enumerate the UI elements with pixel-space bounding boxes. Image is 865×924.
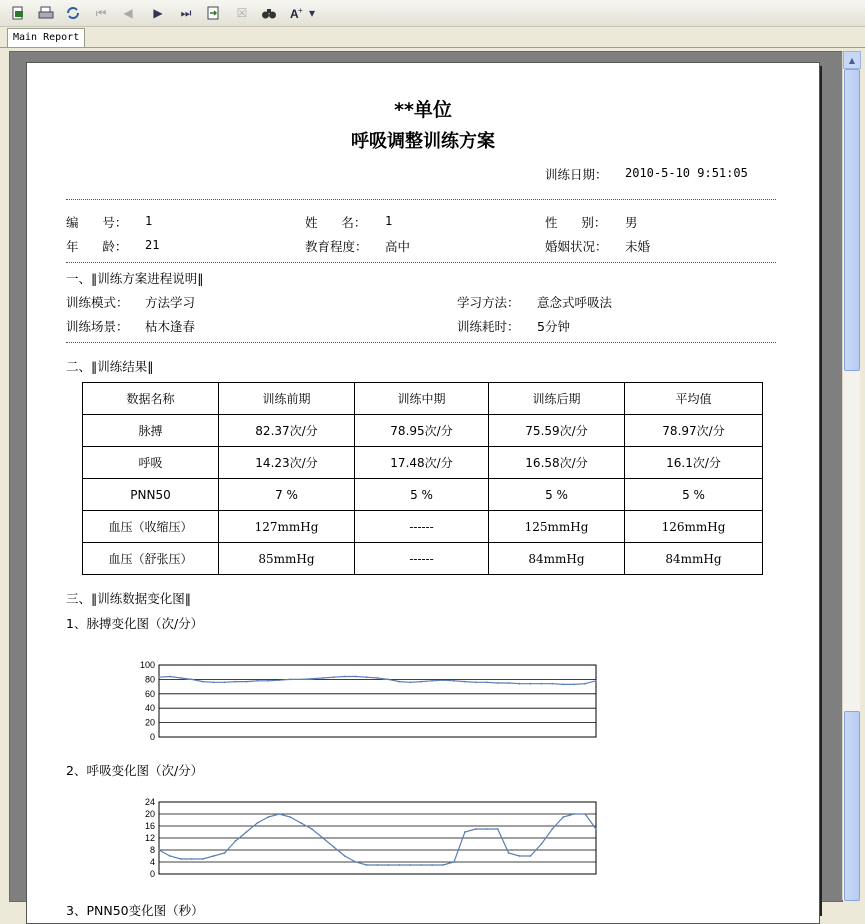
data-point: [573, 813, 575, 815]
y-tick-label: 0: [149, 732, 155, 742]
table-cell: 84mmHg: [625, 543, 763, 575]
y-tick-label: 20: [144, 809, 155, 819]
data-point: [409, 681, 411, 683]
org-name: **单位: [394, 99, 452, 121]
pulse-chart: [122, 659, 602, 745]
data-point: [431, 864, 433, 866]
data-point: [235, 681, 237, 683]
data-point: [541, 683, 543, 685]
table-cell: 5 %: [489, 479, 625, 511]
last-page-icon[interactable]: ⏭: [180, 5, 192, 20]
data-point: [311, 678, 313, 680]
tab-bar: [0, 27, 865, 48]
zoom-dropdown-icon[interactable]: ▾: [308, 6, 316, 20]
data-point: [486, 681, 488, 683]
table-cell: 126mmHg: [625, 511, 763, 543]
data-point: [256, 680, 258, 682]
plot-frame: [159, 665, 596, 737]
table-row: [83, 543, 763, 575]
data-point: [530, 855, 532, 857]
data-point: [355, 861, 357, 863]
data-point: [267, 816, 269, 818]
data-point: [519, 683, 521, 685]
y-tick-label: 8: [149, 845, 155, 855]
section1-title: 一、‖训练方案进程说明‖: [66, 271, 204, 286]
y-tick-label: 4: [149, 857, 155, 867]
data-point: [344, 676, 346, 678]
data-point: [551, 828, 553, 830]
divider: [66, 262, 776, 263]
y-tick-label: 0: [149, 869, 155, 879]
name-label: 姓 名：: [305, 215, 367, 230]
data-point: [158, 849, 160, 851]
table-header-row: [83, 383, 763, 415]
data-point: [180, 858, 182, 860]
table-row: [83, 415, 763, 447]
table-cell: 16.58次/分: [489, 447, 625, 479]
zoom-icon[interactable]: [288, 3, 308, 23]
data-point: [333, 676, 335, 678]
report-title: 呼吸调整训练方案: [351, 131, 495, 152]
marital-value: 未婚: [625, 239, 651, 254]
data-point: [442, 679, 444, 681]
y-tick-label: 24: [144, 797, 155, 807]
data-point: [344, 855, 346, 857]
data-point: [420, 864, 422, 866]
table-header: 平均值: [625, 383, 763, 415]
y-tick-label: 20: [144, 717, 155, 728]
data-point: [409, 864, 411, 866]
results-table: [82, 382, 763, 575]
respiration-chart: [122, 796, 602, 882]
name-value: 1: [385, 214, 393, 228]
date-value: 2010-5-10 9:51:05: [625, 166, 748, 180]
scene-value: 枯木逢春: [145, 319, 196, 334]
method-value: 意念式呼吸法: [537, 295, 613, 310]
method-label: 学习方法：: [457, 295, 520, 310]
data-point: [191, 858, 193, 860]
data-point: [322, 837, 324, 839]
report-viewport: [9, 51, 843, 918]
data-point: [508, 682, 510, 684]
duration-value: 5分钟: [537, 319, 570, 334]
table-cell: 16.1次/分: [625, 447, 763, 479]
data-point: [366, 676, 368, 678]
table-header: 训练前期: [219, 383, 355, 415]
data-point: [256, 822, 258, 824]
mode-label: 训练模式：: [66, 295, 129, 310]
toolbar: [0, 0, 865, 27]
data-point: [497, 682, 499, 684]
table-row: [83, 511, 763, 543]
data-point: [573, 684, 575, 686]
vertical-scrollbar[interactable]: [842, 51, 860, 900]
data-point: [475, 828, 477, 830]
y-tick-label: 12: [144, 833, 155, 843]
data-point: [278, 679, 280, 681]
data-point: [202, 681, 204, 683]
data-point: [508, 852, 510, 854]
table-header: 数据名称: [83, 383, 219, 415]
table-cell: 84mmHg: [489, 543, 625, 575]
scrollbar-thumb[interactable]: [844, 69, 860, 371]
table-row: [83, 447, 763, 479]
goto-page-icon[interactable]: [203, 3, 223, 23]
data-point: [388, 864, 390, 866]
table-cell: ------: [355, 543, 489, 575]
age-label: 年 龄：: [66, 239, 128, 254]
duration-label: 训练耗时：: [457, 319, 520, 334]
table-cell: 血压（收缩压）: [83, 511, 219, 543]
first-page-icon[interactable]: ⏮: [95, 5, 107, 20]
data-point: [595, 680, 597, 682]
svg-text:A: A: [290, 7, 299, 21]
data-point: [169, 676, 171, 678]
svg-text:+: +: [298, 6, 303, 15]
data-point: [322, 677, 324, 679]
table-cell: 85mmHg: [219, 543, 355, 575]
data-point: [267, 680, 269, 682]
data-point: [530, 683, 532, 685]
y-tick-label: 40: [144, 703, 155, 714]
table-cell: 17.48次/分: [355, 447, 489, 479]
data-point: [584, 813, 586, 815]
export-icon[interactable]: [8, 3, 28, 23]
data-point: [169, 855, 171, 857]
data-point: [224, 852, 226, 854]
table-cell: 127mmHg: [219, 511, 355, 543]
data-point: [584, 683, 586, 685]
table-cell: 78.97次/分: [625, 415, 763, 447]
y-tick-label: 60: [144, 688, 155, 699]
data-point: [246, 831, 248, 833]
data-point: [311, 828, 313, 830]
data-point: [377, 864, 379, 866]
scene-label: 训练场景：: [66, 319, 129, 334]
marital-label: 婚姻状况：: [545, 239, 608, 254]
data-point: [300, 679, 302, 681]
table-row: [83, 479, 763, 511]
data-point: [202, 858, 204, 860]
data-point: [541, 843, 543, 845]
table-cell: 脉搏: [83, 415, 219, 447]
data-point: [442, 864, 444, 866]
sex-label: 性 别：: [545, 215, 607, 230]
data-point: [453, 861, 455, 863]
table-cell: ------: [355, 511, 489, 543]
chart1-title: 1、脉搏变化图（次/分）: [66, 616, 204, 631]
chart3-title: 3、PNN50变化图（秒）: [66, 903, 204, 918]
data-point: [431, 680, 433, 682]
data-point: [562, 816, 564, 818]
print-icon[interactable]: [36, 3, 56, 23]
education-value: 高中: [385, 239, 411, 254]
data-point: [453, 680, 455, 682]
y-tick-label: 80: [144, 674, 155, 685]
mode-value: 方法学习: [145, 295, 196, 310]
data-point: [420, 681, 422, 683]
data-point: [300, 822, 302, 824]
next-page-icon[interactable]: ▶: [153, 6, 163, 20]
data-point: [180, 677, 182, 679]
data-point: [475, 681, 477, 683]
data-point: [191, 679, 193, 681]
scrollbar-track-segment[interactable]: [844, 711, 860, 901]
data-point: [464, 831, 466, 833]
id-label: 编 号：: [66, 215, 128, 230]
table-cell: 5 %: [355, 479, 489, 511]
education-label: 教育程度：: [305, 239, 368, 254]
data-point: [388, 679, 390, 681]
section2-title: 二、‖训练结果‖: [66, 359, 154, 374]
data-point: [289, 816, 291, 818]
divider: [66, 199, 776, 200]
data-point: [551, 683, 553, 685]
age-value: 21: [145, 238, 160, 252]
data-point: [562, 684, 564, 686]
data-point: [399, 864, 401, 866]
table-cell: 7 %: [219, 479, 355, 511]
report-page: [26, 62, 820, 924]
data-point: [519, 855, 521, 857]
data-point: [213, 855, 215, 857]
data-point: [278, 813, 280, 815]
tab-main-report[interactable]: Main Report: [7, 28, 85, 47]
table-cell: PNN50: [83, 479, 219, 511]
table-cell: 82.37次/分: [219, 415, 355, 447]
sex-value: 男: [625, 215, 638, 230]
prev-page-icon[interactable]: ◀: [123, 6, 133, 20]
data-point: [595, 828, 597, 830]
stop-icon[interactable]: ☒: [236, 6, 248, 20]
y-tick-label: 16: [144, 821, 155, 831]
data-point: [497, 828, 499, 830]
data-point: [464, 681, 466, 683]
y-tick-label: 100: [139, 660, 155, 670]
data-point: [158, 676, 160, 678]
table-cell: 78.95次/分: [355, 415, 489, 447]
data-point: [355, 676, 357, 678]
table-cell: 14.23次/分: [219, 447, 355, 479]
date-label: 训练日期：: [545, 167, 608, 182]
data-point: [366, 864, 368, 866]
id-value: 1: [145, 214, 153, 228]
find-icon[interactable]: [259, 3, 279, 23]
chart2-title: 2、呼吸变化图（次/分）: [66, 763, 204, 778]
data-point: [289, 679, 291, 681]
scroll-up-icon[interactable]: ▲: [843, 51, 861, 69]
table-cell: 呼吸: [83, 447, 219, 479]
data-point: [224, 681, 226, 683]
divider: [66, 342, 776, 343]
table-header: 训练后期: [489, 383, 625, 415]
table-cell: 血压（舒张压）: [83, 543, 219, 575]
data-point: [246, 681, 248, 683]
table-cell: 75.59次/分: [489, 415, 625, 447]
data-point: [377, 677, 379, 679]
data-point: [399, 681, 401, 683]
table-cell: 5 %: [625, 479, 763, 511]
table-cell: 125mmHg: [489, 511, 625, 543]
table-header: 训练中期: [355, 383, 489, 415]
data-point: [486, 828, 488, 830]
section3-title: 三、‖训练数据变化图‖: [66, 591, 192, 606]
refresh-icon[interactable]: [63, 3, 83, 23]
data-point: [235, 840, 237, 842]
data-point: [333, 846, 335, 848]
data-point: [213, 681, 215, 683]
